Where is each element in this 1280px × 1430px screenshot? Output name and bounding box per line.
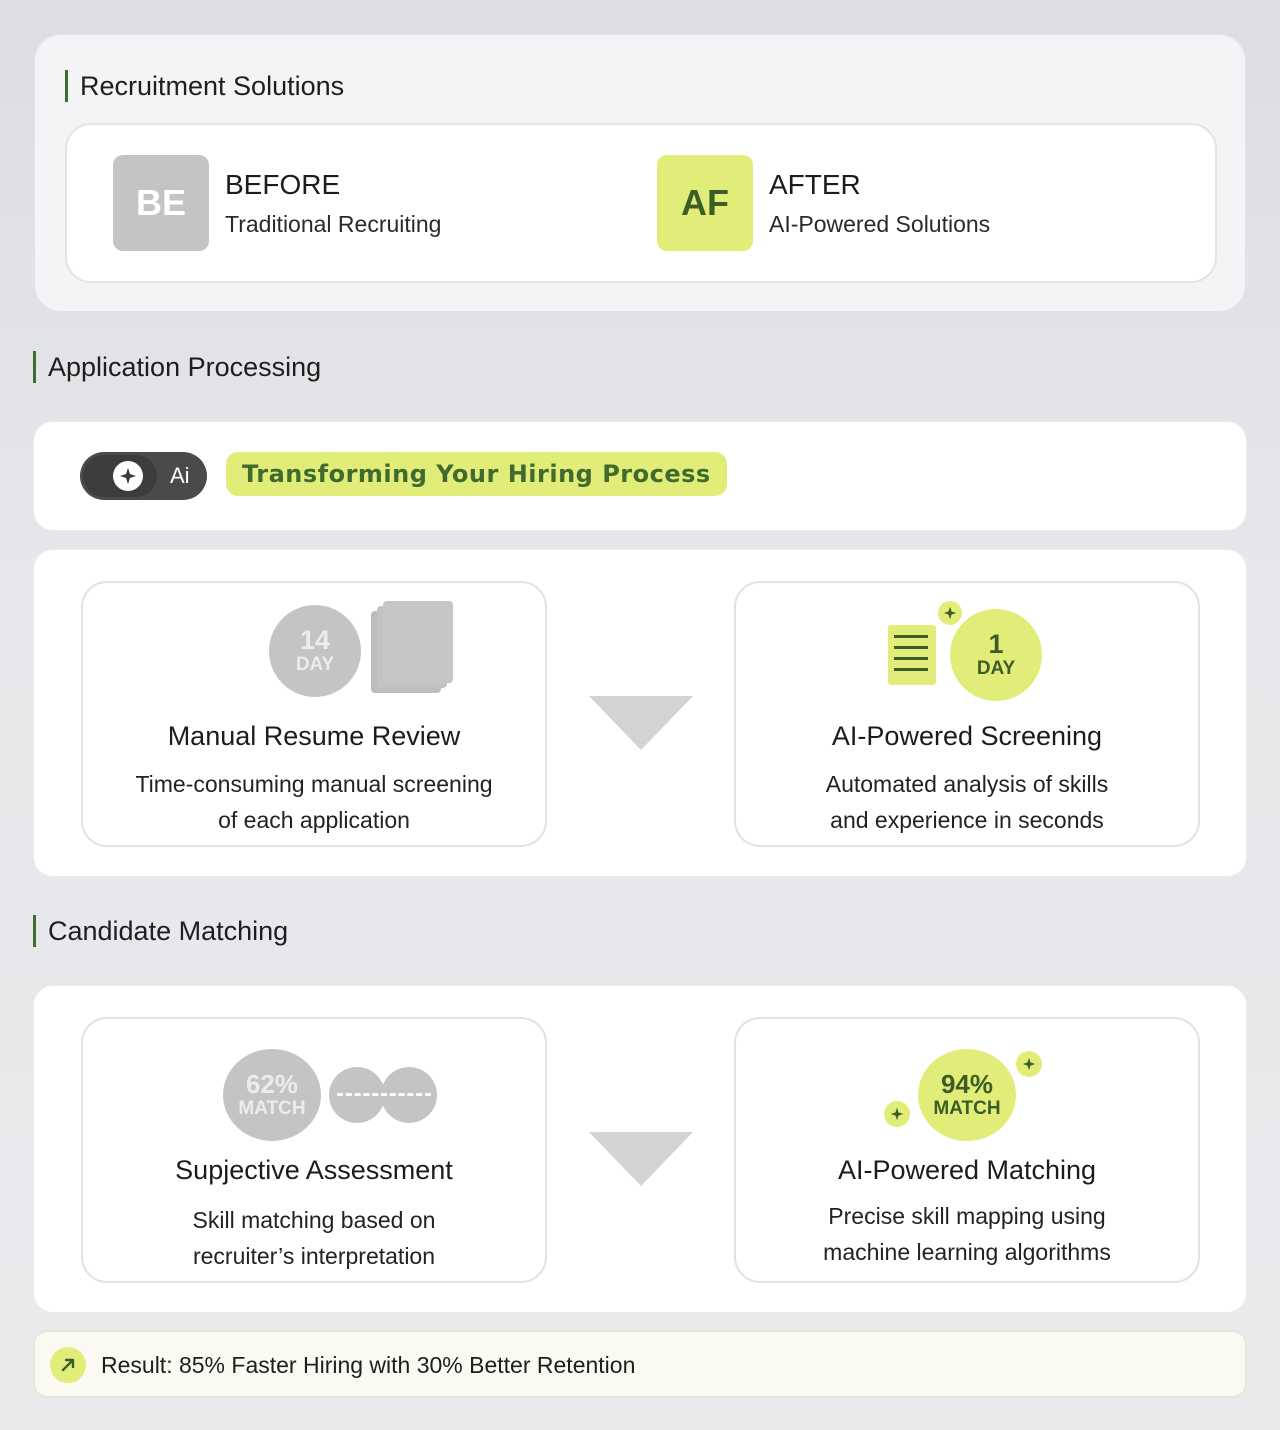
headline-pill: Transforming Your Hiring Process xyxy=(226,452,727,496)
subjective-assessment-card xyxy=(81,1017,547,1283)
after-badge: AF xyxy=(657,155,753,251)
metric-value: 62% xyxy=(245,1069,299,1099)
subjective-assessment-title: Supjective Assessment xyxy=(175,1155,453,1185)
metric-value: 14 xyxy=(299,625,331,655)
section-title-processing: Application Processing xyxy=(33,351,321,383)
page-title: Recruitment Solutions xyxy=(65,70,344,102)
section-title-matching: Candidate Matching xyxy=(33,915,288,947)
before-badge: BE xyxy=(113,155,209,251)
metric-value: 94% xyxy=(940,1069,994,1099)
manual-review-desc xyxy=(103,766,525,838)
ai-screening-desc xyxy=(756,766,1178,838)
desc-line: of each application xyxy=(218,807,410,833)
ai-screening-title: AI-Powered Screening xyxy=(831,721,1103,751)
desc-line: and experience in seconds xyxy=(830,807,1104,833)
before-title: BEFORE xyxy=(225,169,341,200)
manual-review-card xyxy=(81,581,547,847)
sparkle-icon xyxy=(113,461,143,491)
manual-review-title: Manual Resume Review xyxy=(167,721,461,751)
ai-toggle[interactable] xyxy=(80,452,207,500)
recruitment-solutions-card xyxy=(33,33,1247,313)
after-title: AFTER xyxy=(769,169,861,200)
desc-line: Time-consuming manual screening xyxy=(135,771,493,797)
after-subtitle: AI-Powered Solutions xyxy=(769,211,991,237)
ai-screening-card xyxy=(734,581,1200,847)
match-metric-before xyxy=(223,1049,321,1141)
sparkle-icon xyxy=(938,601,962,625)
arrow-down-icon xyxy=(589,696,693,750)
sparkle-icon xyxy=(1016,1051,1042,1077)
result-text: Result: 85% Faster Hiring with 30% Better Retention xyxy=(101,1352,636,1378)
desc-line: Precise skill mapping using xyxy=(828,1203,1106,1229)
toggle-label: Ai xyxy=(170,463,190,488)
desc-line: machine learning algorithms xyxy=(823,1239,1111,1265)
matching-comparison-card xyxy=(33,985,1247,1313)
sparkle-icon xyxy=(884,1101,910,1127)
ai-matching-desc xyxy=(756,1198,1178,1270)
metric-value: 1 xyxy=(988,629,1004,659)
metric-unit: DAY xyxy=(295,654,335,675)
document-icon xyxy=(888,625,936,685)
document-stack-icon xyxy=(371,601,453,693)
ai-banner xyxy=(33,421,1247,531)
desc-line: Automated analysis of skills xyxy=(825,771,1109,797)
days-metric-after xyxy=(950,609,1042,701)
subjective-assessment-desc xyxy=(103,1202,525,1274)
metric-unit: DAY xyxy=(976,658,1016,679)
trend-up-arrow-icon xyxy=(50,1347,86,1383)
link-pair-icon xyxy=(329,1067,439,1123)
match-metric-after xyxy=(918,1049,1016,1141)
days-metric-before xyxy=(269,605,361,697)
before-after-panel xyxy=(65,123,1217,283)
before-subtitle: Traditional Recruiting xyxy=(225,211,442,237)
metric-unit: MATCH xyxy=(238,1098,306,1119)
ai-matching-title: AI-Powered Matching xyxy=(837,1155,1097,1185)
ai-matching-card xyxy=(734,1017,1200,1283)
processing-comparison-card xyxy=(33,549,1247,877)
desc-line: recruiter’s interpretation xyxy=(192,1243,436,1269)
metric-unit: MATCH xyxy=(933,1098,1001,1119)
result-banner xyxy=(33,1330,1247,1398)
desc-line: Skill matching based on xyxy=(192,1207,436,1233)
arrow-down-icon xyxy=(589,1132,693,1186)
